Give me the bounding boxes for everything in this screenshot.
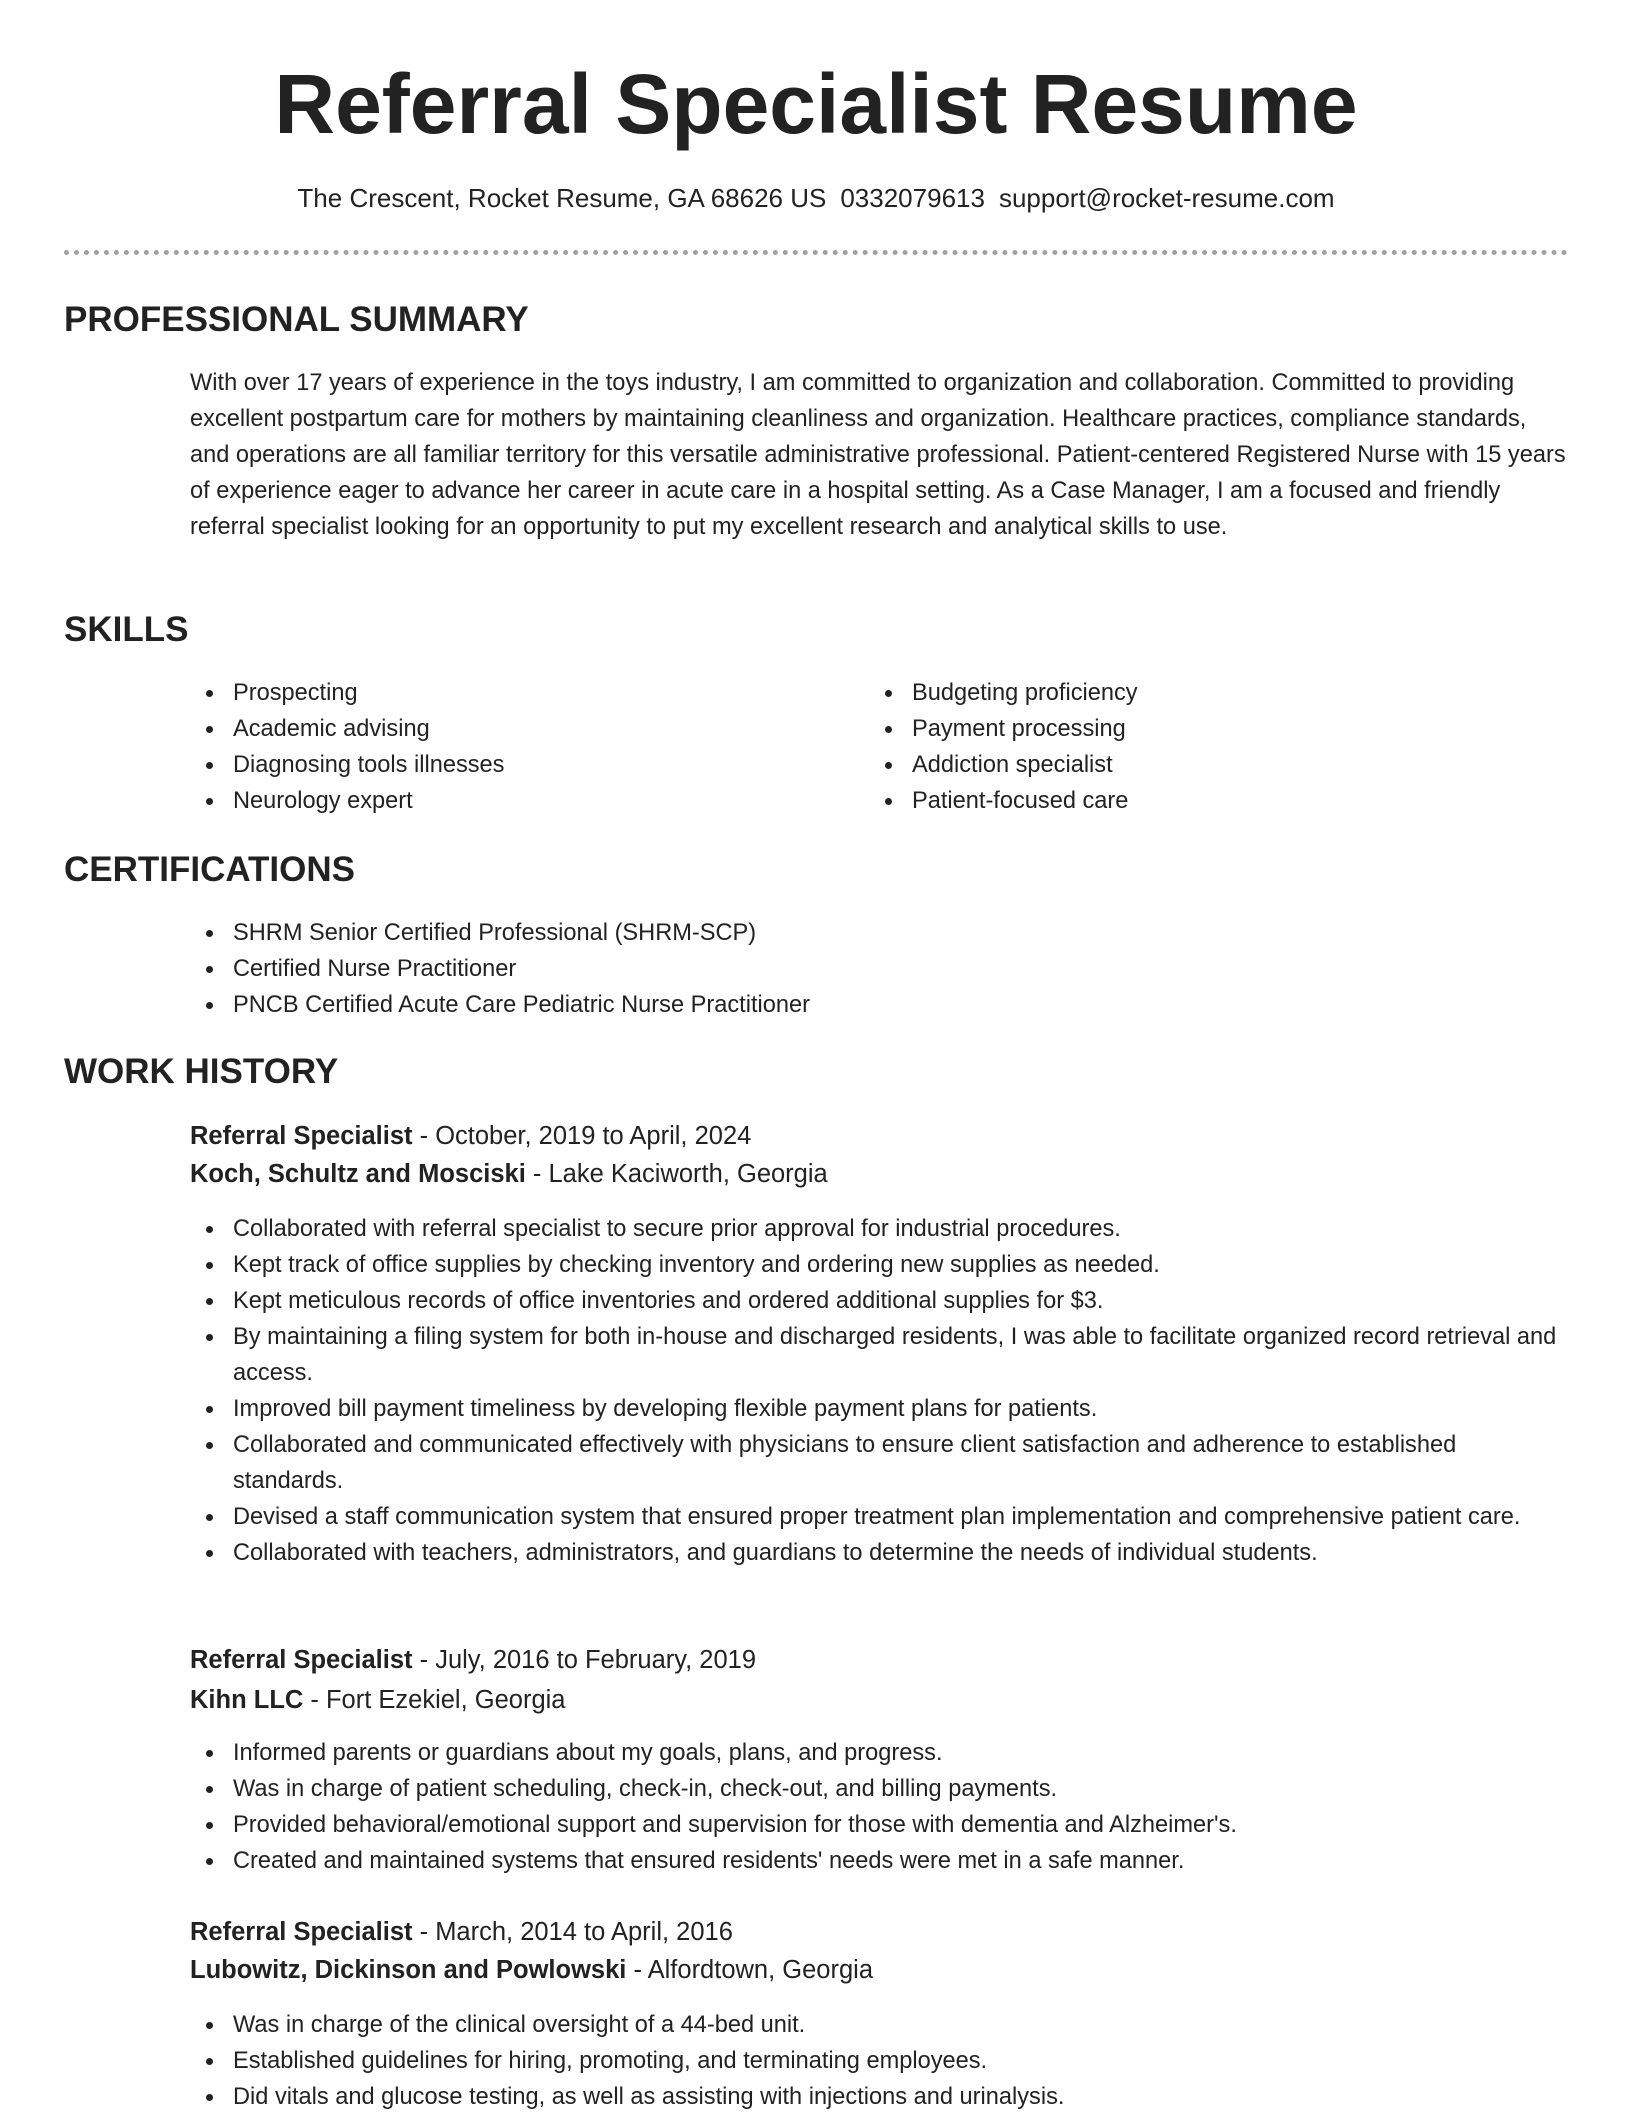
job-bullet: Informed parents or guardians about my goals, plans, and progress.	[190, 1735, 1570, 1771]
job-title: Referral Specialist	[190, 1918, 413, 1946]
job-bullet: Provided behavioral/emotional support and supervision for those with dementia and Alzheimer's.	[190, 1807, 1570, 1843]
job-bullet: Devised a staff communication system that ensured proper treatment plan implementation and comprehensive patient care.	[190, 1499, 1570, 1535]
skill-item: Neurology expert	[190, 783, 850, 819]
header-divider	[64, 250, 1568, 255]
skill-item: Diagnosing tools illnesses	[190, 747, 850, 783]
certifications-heading: CERTIFICATIONS	[64, 850, 356, 889]
job-bullet: Did vitals and glucose testing, as well as assisting with injections and urinalysis.	[190, 2079, 1570, 2112]
work-history-heading: WORK HISTORY	[64, 1052, 339, 1091]
job-title-line	[190, 1117, 751, 1155]
job-bullet: Collaborated and communicated effectively with physicians to ensure client satisfaction and adherence to established standards.	[190, 1427, 1570, 1499]
job-title: Referral Specialist	[190, 1646, 413, 1674]
certifications-list	[190, 915, 1570, 1023]
certification-item: PNCB Certified Acute Care Pediatric Nurse Practitioner	[190, 987, 1570, 1023]
job-bullets	[190, 1735, 1570, 1879]
job-company: Kihn LLC	[190, 1686, 304, 1714]
resume-title: Referral Specialist Resume	[274, 57, 1358, 151]
skills-list-right	[869, 675, 1529, 819]
skills-list-left	[190, 675, 850, 819]
skill-item: Payment processing	[869, 711, 1529, 747]
job-location: - Fort Ezekiel, Georgia	[303, 1686, 566, 1714]
job-title: Referral Specialist	[190, 1122, 413, 1150]
job-location: - Lake Kaciworth, Georgia	[525, 1160, 828, 1188]
job-bullet: Kept track of office supplies by checking inventory and ordering new supplies as needed.	[190, 1247, 1570, 1283]
skills-heading: SKILLS	[64, 610, 189, 649]
skill-item: Patient-focused care	[869, 783, 1529, 819]
job-bullet: Established guidelines for hiring, promoting, and terminating employees.	[190, 2043, 1570, 2079]
contact-address: The Crescent, Rocket Resume, GA 68626 US	[297, 183, 827, 213]
job-company-line	[190, 1951, 873, 1989]
job-company: Lubowitz, Dickinson and Powlowski	[190, 1956, 627, 1984]
job-bullet: Was in charge of the clinical oversight of a 44-bed unit.	[190, 2007, 1570, 2043]
summary-text: With over 17 years of experience in the toys industry, I am committed to organization and collaboration. Committed to providing excellent postpartum care for mothers by maintaining cleanliness and organization. Healthcare practices, compliance standards, and operations are all familiar territory for this versatile administrative professional. Patient-centered Registered Nurse with 15 years of experience eager to advance her career in acute care in a hospital setting. As a Case Manager, I am a focused and friendly referral specialist looking for an opportunity to put my excellent research and analytical skills to use.	[190, 370, 1566, 540]
skill-item: Addiction specialist	[869, 747, 1529, 783]
job-bullet: Collaborated with referral specialist to secure prior approval for industrial procedures.	[190, 1211, 1570, 1247]
contact-email[interactable]: support@rocket-resume.com	[998, 183, 1335, 213]
job-bullet: Kept meticulous records of office inventories and ordered additional supplies for $3.	[190, 1283, 1570, 1319]
contact-line	[0, 180, 1632, 216]
job-location: - Alfordtown, Georgia	[626, 1956, 873, 1984]
job-dates: - March, 2014 to April, 2016	[412, 1918, 733, 1946]
job-bullet: By maintaining a filing system for both in-house and discharged residents, I was able to facilitate organized record retrieval and access.	[190, 1319, 1570, 1391]
job-company-line	[190, 1155, 828, 1193]
job-title-line	[190, 1641, 756, 1679]
skill-item: Budgeting proficiency	[869, 675, 1529, 711]
certification-item: SHRM Senior Certified Professional (SHRM-SCP)	[190, 915, 1570, 951]
summary-heading: PROFESSIONAL SUMMARY	[64, 300, 529, 339]
job-company-line	[190, 1681, 565, 1719]
job-bullets	[190, 2007, 1570, 2112]
certification-item: Certified Nurse Practitioner	[190, 951, 1570, 987]
job-company: Koch, Schultz and Mosciski	[190, 1160, 526, 1188]
skill-item: Academic advising	[190, 711, 850, 747]
contact-phone: 0332079613	[840, 183, 985, 213]
job-bullet: Collaborated with teachers, administrators, and guardians to determine the needs of individual students.	[190, 1535, 1570, 1571]
job-dates: - October, 2019 to April, 2024	[412, 1122, 752, 1150]
skill-item: Prospecting	[190, 675, 850, 711]
job-bullet: Created and maintained systems that ensured residents' needs were met in a safe manner.	[190, 1843, 1570, 1879]
job-bullets	[190, 1211, 1570, 1571]
job-bullet: Improved bill payment timeliness by developing flexible payment plans for patients.	[190, 1391, 1570, 1427]
job-title-line	[190, 1913, 733, 1951]
job-dates: - July, 2016 to February, 2019	[412, 1646, 757, 1674]
job-bullet: Was in charge of patient scheduling, check-in, check-out, and billing payments.	[190, 1771, 1570, 1807]
